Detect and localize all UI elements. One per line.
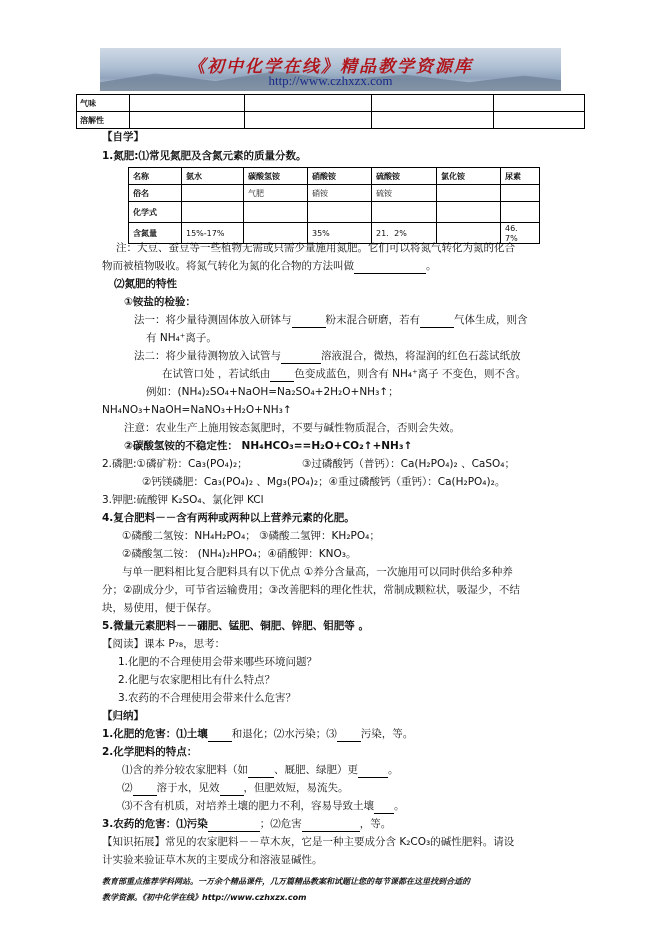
compound-c: 与单一肥料相比复合肥料具有以下优点 ①养分含量高，一次施用可以同时供给多种养	[122, 566, 513, 578]
compound-a: ①磷酸二氢铵：NH₄H₂PO₄； ③磷酸二氢钾：KH₂PO₄；	[122, 530, 380, 542]
footer-line: 教育部重点推荐学科网站。一万余个精品课件，几万篇精品教案和试题让您的每节课都在这里找到合适的	[102, 877, 470, 886]
caution-text: 注意：农业生产上施用铵态氮肥时，不要与碱性物质混合，否则会失效。	[124, 422, 460, 434]
table-header: 名称	[129, 168, 182, 185]
property-title: ⑵氮肥的特性	[114, 278, 177, 290]
table-header-row	[129, 168, 540, 185]
table-cell: 15%-17%	[182, 223, 244, 244]
table-cell: 21．2%	[372, 223, 437, 244]
table-header: 尿素	[501, 168, 540, 185]
method-one: 法一：将少量待测固体放入研钵与 粉末混合研磨，若有 气体生成，则含	[134, 314, 528, 326]
table-header: 硫酸铵	[372, 168, 437, 185]
ammonium-test-title: ①铵盐的检验：	[124, 296, 196, 308]
table-cell: 俗名	[129, 185, 182, 202]
potassium-text: 3.钾肥:硫酸钾 K₂SO₄、氯化钾 KCl	[102, 494, 264, 506]
section-zixue: 【自学】	[102, 131, 144, 143]
table-cell: 硝铵	[308, 185, 372, 202]
table-cell	[244, 202, 308, 223]
table-header: 硝酸铵	[308, 168, 372, 185]
unstable-text: ②碳酸氢铵的不稳定性： NH₄HCO₃==H₂O+CO₂↑+NH₃↑	[124, 440, 413, 452]
feature-a: ⑴含的养分较农家肥料（如 、厩肥、绿肥）更 。	[122, 764, 399, 776]
question: 1.化肥的不合理使用会带来哪些环境问题？	[118, 656, 318, 668]
feature-b: ⑵ 溶于水，见效 ，但肥效短，易流失。	[122, 782, 349, 794]
table-header: 氯化铵	[437, 168, 501, 185]
phosphate-c: ②钙镁磷肥：Ca₃(PO₄)₂ 、Mg₃(PO₄)₂；④重过磷酸钙（重钙）：Ca(H₂PO₄)₂。	[142, 476, 506, 488]
method-one-cont: 有 NH₄⁺离子。	[146, 332, 217, 344]
phosphate-b: ③过磷酸钙（普钙）：Ca(H₂PO₄)₂ 、CaSO₄；	[302, 458, 515, 470]
question: 2.化肥与农家肥相比有什么特点？	[118, 674, 276, 686]
table-cell: 46．7%	[501, 223, 540, 244]
row-label: 溶解性	[77, 112, 130, 129]
table-cell	[501, 202, 540, 223]
table-cell: 含氮量	[129, 223, 182, 244]
banner-title: 《初中化学在线》精品教学资源库	[188, 57, 473, 77]
pesticide-harm: 3.农药的危害：⑴污染 ；⑵危害 ，等。	[102, 818, 392, 830]
table-cell	[182, 185, 244, 202]
equation: 例如：(NH₄)₂SO₄+NaOH=Na₂SO₄+2H₂O+NH₃↑；	[146, 386, 399, 398]
table-row	[129, 185, 540, 202]
method-two: 法二：将少量待测物放入试管与 溶液混合，微热，将湿润的红色石蕊试纸放	[134, 350, 521, 362]
table-cell: 化学式	[129, 202, 182, 223]
compound-e: 块，易使用，便于保存。	[102, 602, 218, 614]
reading-title: 【阅读】课本 P₇₈，思考：	[102, 638, 226, 650]
extension-text: 计实验来验证草木灰的主要成分和溶液显碱性。	[102, 854, 323, 866]
extension-text: 【知识拓展】常见的农家肥料－－草木灰，它是一种主要成分含 K₂CO₃的碱性肥料。请设	[102, 836, 515, 848]
compound-d: 分；②副成分少，可节省运输费用；③改善肥料的理化性状，常制成颗粒状，吸湿少，不结	[102, 584, 520, 596]
table-cell: 硫铵	[372, 185, 437, 202]
nitrogen-title: 1.氮肥:⑴常见氮肥及含氮元素的质量分数。	[102, 150, 307, 162]
note-text: 注：大豆、蚕豆等一些植物无需或只需少量施用氮肥。它们可以将氮气转化为氮的化合	[116, 242, 515, 254]
table-cell	[372, 202, 437, 223]
table-row	[77, 112, 585, 129]
table-cell	[182, 202, 244, 223]
table-cell	[437, 202, 501, 223]
table-row	[129, 202, 540, 223]
summary-title: 【归纳】	[102, 710, 144, 722]
table-cell	[308, 202, 372, 223]
table-cell: 35%	[308, 223, 372, 244]
table-cell: 气肥	[244, 185, 308, 202]
nitrogen-fertilizer-table	[128, 167, 540, 244]
question: 3.农药的不合理使用会带来什么危害？	[118, 692, 297, 704]
banner	[100, 48, 561, 91]
phosphate-a: 2.磷肥:①磷矿粉：Ca₃(PO₄)₂；	[102, 458, 248, 470]
chem-fertilizer-title: 2.化学肥料的特点：	[102, 746, 198, 758]
equation: NH₄NO₃+NaOH=NaNO₃+H₂O+NH₃↑	[102, 404, 292, 416]
table-row	[77, 95, 585, 112]
footer-line: 教学资源。《初中化学在线》http://www.czhxzx.com	[102, 893, 307, 902]
note-text: 物而被植物吸收。将氮气转化为氮的化合物的方法叫做 。	[102, 260, 437, 272]
table-header: 碳酸氢铵	[244, 168, 308, 185]
table-cell	[437, 185, 501, 202]
micro-title: 5.微量元素肥料－－硼肥、锰肥、铜肥、锌肥、钼肥等 。	[102, 620, 369, 632]
method-two-cont: 在试管口处 ，若试纸由 色变成蓝色，则含有 NH₄⁺离子 不变色，则不含。	[162, 368, 527, 380]
fertilizer-harm: 1.化肥的危害：⑴土壤 和退化；⑵水污染；⑶ 污染，等。	[102, 728, 414, 740]
compound-title: 4.复合肥料－－含有两种或两种以上营养元素的化肥。	[102, 512, 355, 524]
table-header: 氨水	[182, 168, 244, 185]
banner-url[interactable]: http://www.czhxzx.com	[268, 73, 393, 88]
feature-c: ⑶不含有机质，对培养土壤的肥力不利，容易导致土壤 。	[122, 800, 405, 812]
table-cell	[501, 185, 540, 202]
compound-b: ②磷酸氢二铵： (NH₄)₂HPO₄；④硝酸钾：KNO₃。	[122, 548, 357, 560]
row-label: 气味	[77, 95, 130, 112]
property-table	[76, 94, 585, 129]
